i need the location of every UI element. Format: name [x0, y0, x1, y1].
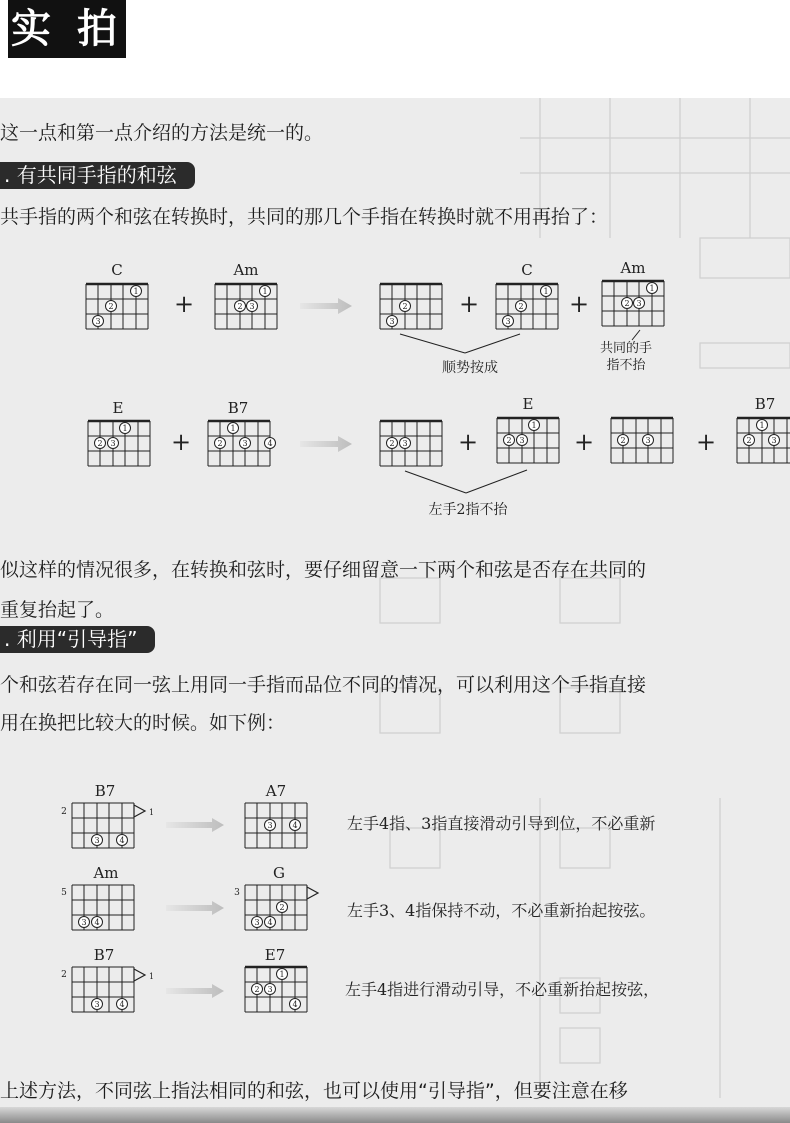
finger-num: 3 [267, 821, 273, 830]
chord-label: C [111, 261, 123, 279]
guide-am [61, 864, 134, 930]
chord-b7-1 [208, 399, 276, 466]
chord-label: B7 [754, 395, 776, 413]
body-line-6: 用在换把比较大的时候。如下例： [0, 712, 286, 734]
finger-num: 1 [543, 287, 549, 296]
guide-arrow [166, 901, 224, 915]
chord-c-1 [86, 261, 148, 329]
chord-label: E [522, 395, 534, 413]
chord-label: E7 [264, 946, 286, 964]
note-shunshi: 顺势按成 [442, 360, 498, 376]
chord-b7-3 [737, 395, 790, 463]
finger-num: 3 [645, 436, 651, 445]
finger-num: 2 [237, 302, 243, 311]
book-page-photo [0, 98, 790, 1123]
finger-num: 1 [122, 424, 128, 433]
finger-num: 2 [254, 985, 260, 994]
finger-num: 4 [119, 1000, 125, 1009]
chord-label: A7 [265, 782, 287, 800]
finger-num: 1 [531, 421, 537, 430]
finger-num: 2 [97, 439, 103, 448]
transition-arrow [300, 436, 352, 452]
finger-num: 2 [746, 436, 752, 445]
finger-num: 2 [279, 903, 285, 912]
guide-arrow [166, 818, 224, 832]
page-bottom-edge [0, 1107, 790, 1123]
chord-label: B7 [93, 946, 115, 964]
chord-label: B7 [94, 782, 116, 800]
finger-num: 2 [624, 299, 630, 308]
body-line-5: 个和弦若存在同一弦上用同一手指而品位不同的情况，可以利用这个手指直接 [0, 674, 647, 696]
fret-number: 2 [61, 807, 67, 817]
plus-sign: + [457, 428, 479, 456]
body-line-7: 上述方法，不同弦上指法相同的和弦，也可以使用“引导指”，但要注意在移 [0, 1080, 628, 1102]
chord-e-2 [380, 421, 442, 466]
chord-b7-2 [611, 418, 673, 463]
plus-sign: + [573, 428, 595, 456]
finger-num: 2 [620, 436, 626, 445]
plus-sign: + [170, 428, 192, 456]
finger-num: 1 [649, 284, 655, 293]
finger-num: 3 [636, 299, 642, 308]
section-heading-guide-finger: . 利用“引导指” [0, 626, 155, 653]
finger-num: 4 [292, 1000, 298, 1009]
finger-num: 3 [94, 1000, 100, 1009]
guide-note-1: 左手4指、3指直接滑动引导到位，不必重新 [347, 814, 656, 833]
chord-label: Am [233, 261, 259, 279]
body-line-1: 这一点和第一点介绍的方法是统一的。 [0, 122, 324, 144]
chord-label: B7 [227, 399, 249, 417]
finger-num: 3 [254, 918, 260, 927]
finger-num: 3 [402, 439, 408, 448]
finger-num: 1 [759, 421, 765, 430]
transition-arrow [300, 298, 352, 314]
finger-num: 4 [267, 439, 273, 448]
finger-num: 3 [242, 439, 248, 448]
finger-num: 2 [402, 302, 408, 311]
callout-lines-2 [405, 470, 527, 493]
guide-arrow [166, 984, 224, 998]
finger-num: 3 [389, 317, 395, 326]
guide-a7 [245, 782, 307, 848]
guide-note-2: 左手3、4指保持不动，不必重新抬起按弦。 [347, 901, 656, 920]
guide-note-3: 左手4指进行滑动引导，不必重新抬起按弦， [345, 980, 660, 999]
chord-am-2 [602, 259, 664, 326]
finger-num: 4 [119, 836, 125, 845]
chord-e-1 [88, 399, 150, 466]
finger-num: 3 [267, 985, 273, 994]
chord-label: C [521, 261, 533, 279]
note-common-finger-1: 共同的手 [599, 341, 653, 356]
finger-num: 2 [389, 439, 395, 448]
chord-e-3 [497, 395, 559, 463]
finger-num: 3 [95, 317, 101, 326]
plus-sign: + [695, 428, 717, 456]
fret-number: 5 [61, 888, 67, 898]
finger-num: 2 [217, 439, 223, 448]
chord-am-1 [215, 261, 277, 329]
arrow-mark: 1 [149, 972, 155, 981]
finger-num: 4 [267, 918, 273, 927]
finger-num: 1 [262, 287, 268, 296]
note-common-finger-2: 指不抬 [606, 358, 646, 373]
arrow-mark: 1 [149, 808, 155, 817]
chord-c-2 [380, 284, 442, 329]
guide-b7-1 [61, 782, 154, 848]
finger-num: 3 [94, 836, 100, 845]
finger-num: 3 [771, 436, 777, 445]
note-left-2-finger: 左手2指不抬 [428, 502, 508, 518]
finger-num: 2 [518, 302, 524, 311]
fret-number: 2 [61, 970, 67, 980]
finger-num: 3 [249, 302, 255, 311]
header-badge: 实 拍 [8, 0, 126, 58]
finger-num: 3 [519, 436, 525, 445]
finger-num: 4 [94, 918, 100, 927]
finger-num: 3 [505, 317, 511, 326]
guide-g [234, 864, 318, 930]
section-heading-common-finger: . 有共同手指的和弦 [0, 162, 195, 189]
plus-sign: + [458, 290, 480, 318]
chord-label: G [273, 864, 285, 882]
plus-sign: + [173, 290, 195, 318]
chord-label: E [112, 399, 124, 417]
body-line-4: 重复抬起了。 [0, 599, 115, 621]
finger-num: 1 [133, 287, 139, 296]
guide-b7-2 [61, 946, 154, 1012]
finger-num: 3 [81, 918, 87, 927]
finger-num: 2 [108, 302, 114, 311]
plus-sign: + [568, 290, 590, 318]
fret-number: 3 [234, 888, 240, 898]
finger-num: 1 [279, 970, 285, 979]
chord-c-3 [496, 261, 558, 329]
finger-num: 1 [230, 424, 236, 433]
finger-num: 2 [506, 436, 512, 445]
chord-diagrams [0, 98, 790, 1123]
finger-num: 3 [110, 439, 116, 448]
chord-label: Am [93, 864, 119, 882]
body-line-2: 共手指的两个和弦在转换时，共同的那几个手指在转换时就不用再抬了： [0, 206, 609, 228]
guide-e7 [245, 946, 307, 1012]
finger-num: 4 [292, 821, 298, 830]
chord-label: Am [620, 259, 646, 277]
body-line-3: 似这样的情况很多，在转换和弦时，要仔细留意一下两个和弦是否存在共同的 [0, 559, 647, 581]
